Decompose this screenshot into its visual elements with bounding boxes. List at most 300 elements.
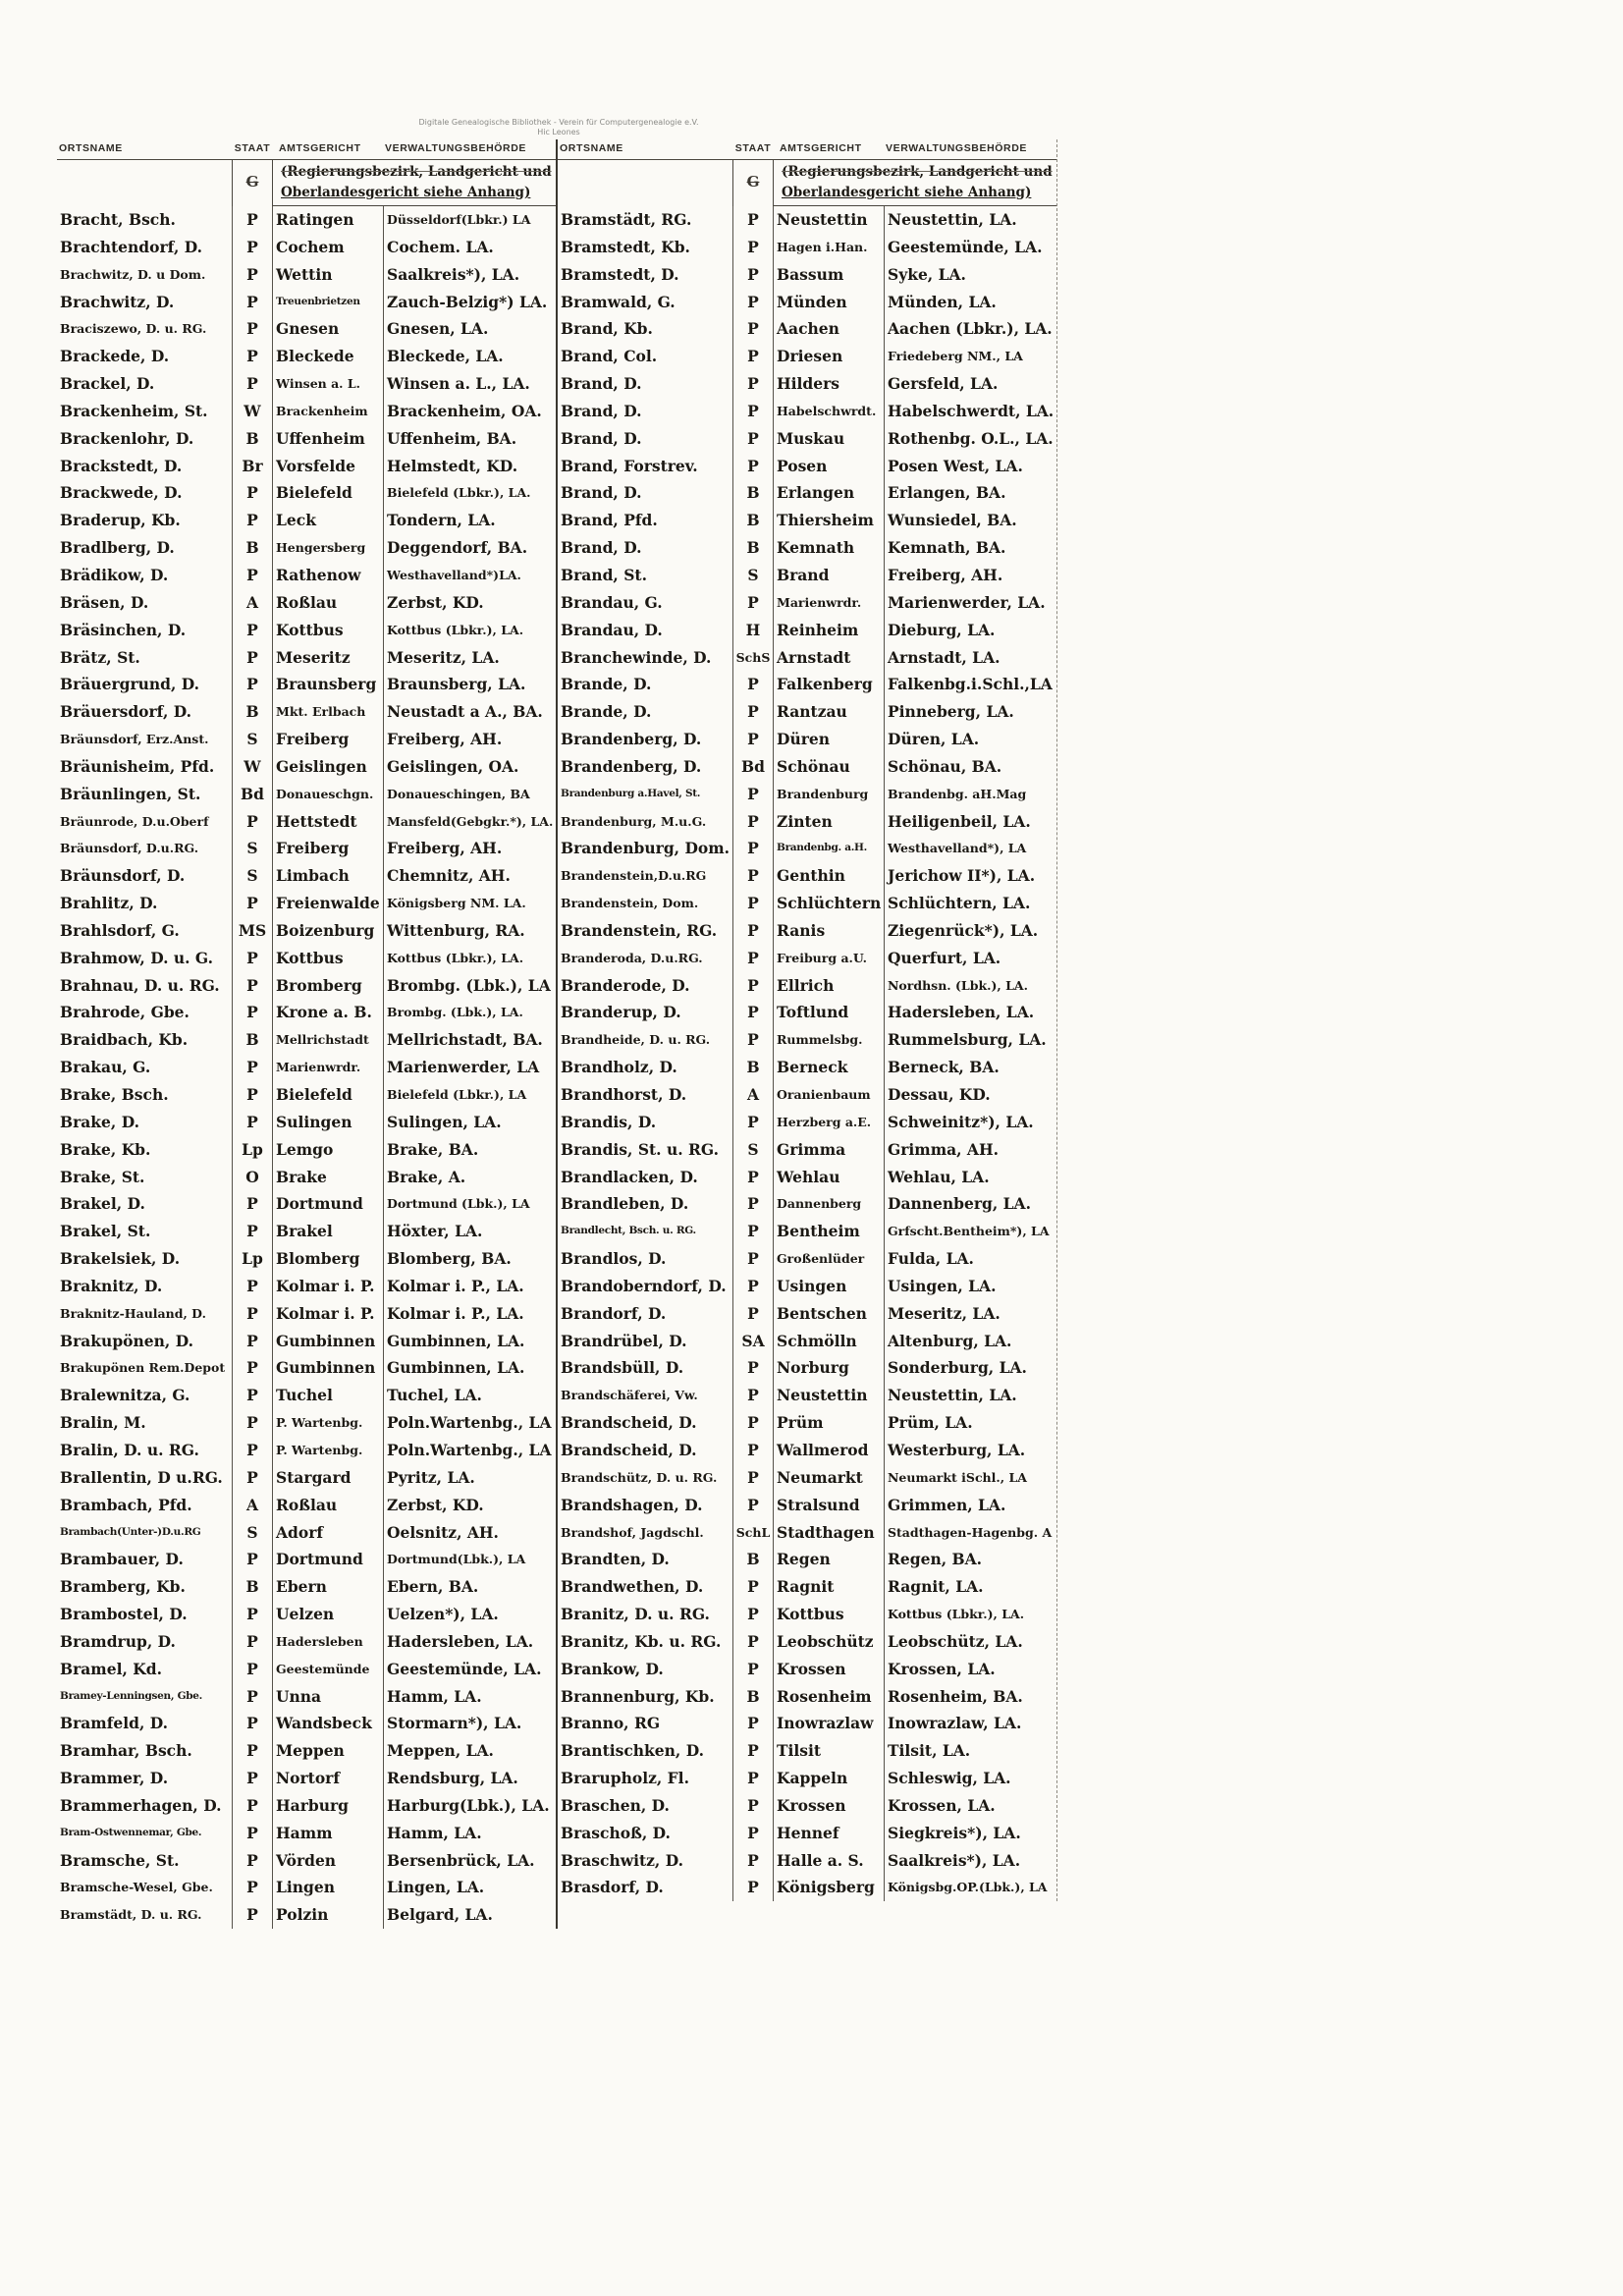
amtsgericht-cell: Schmölln [777, 1331, 857, 1350]
staat-cell: P [232, 1874, 273, 1901]
amtsgericht-cell: Leck [276, 511, 316, 530]
verwaltungsbehoerde-cell: Münden, LA. [884, 289, 1056, 316]
ortsname-cell: Braschen, D. [561, 1795, 670, 1815]
ortsname-cell: Bräunsdorf, Erz.Anst. [60, 732, 209, 747]
ortsname-cell: Bracht, Bsch. [60, 210, 176, 229]
amtsgericht-cell: Kottbus [276, 948, 344, 967]
verwaltungsbehoerde-cell: Zauch-Belzig*) LA. [383, 289, 556, 316]
staat-cell: B [732, 534, 774, 562]
staat-cell: P [732, 698, 774, 726]
amtsgericht-cell: Freiberg [276, 839, 350, 858]
staat-cell: P [232, 289, 273, 316]
ortsname-cell: Brandenburg a.Havel, St. [561, 787, 701, 799]
verwaltungsbehoerde-cell: Berneck, BA. [884, 1054, 1056, 1081]
verwaltungsbehoerde-cell: Poln.Wartenbg., LA [383, 1437, 556, 1464]
verwaltungsbehoerde-cell: Neustadt a A., BA. [383, 698, 556, 726]
amtsgericht-cell: Bleckede [276, 347, 354, 366]
amtsgericht-cell: Rantzau [777, 702, 847, 722]
verwaltungsbehoerde-cell: Sonderburg, LA. [884, 1354, 1056, 1382]
staat-cell: P [732, 890, 774, 917]
staat-cell: P [732, 808, 774, 836]
ortsname-cell: Brandlos, D. [561, 1249, 667, 1269]
ortsname-cell: Bralin, D. u. RG. [60, 1440, 199, 1459]
verwaltungsbehoerde-cell: Hadersleben, LA. [884, 999, 1056, 1026]
staat-cell: P [732, 1737, 774, 1765]
staat-cell: B [732, 1054, 774, 1081]
subheader-spacer [558, 159, 732, 206]
verwaltungsbehoerde-cell: Wittenburg, RA. [383, 917, 556, 945]
verwaltungsbehoerde-cell: Syke, LA. [884, 261, 1056, 289]
verwaltungsbehoerde-cell: Meseritz, LA. [884, 1300, 1056, 1328]
staat-cell: SchL [732, 1519, 774, 1547]
amtsgericht-cell: Habelschwrdt. [777, 403, 877, 418]
verwaltungsbehoerde-cell: Zerbst, KD. [383, 589, 556, 617]
amtsgericht-cell: Kottbus [276, 620, 344, 639]
ortsname-cell: Bram-Ostwennemar, Gbe. [60, 1826, 202, 1838]
ortsname-cell: Braschoß, D. [561, 1823, 671, 1842]
ortsname-cell: Brambauer, D. [60, 1550, 184, 1569]
staat-cell: P [232, 1820, 273, 1847]
staat-cell: P [732, 1765, 774, 1792]
verwaltungsbehoerde-cell: Wehlau, LA. [884, 1164, 1056, 1191]
amtsgericht-cell: Meseritz [276, 647, 351, 667]
staat-cell: P [232, 1328, 273, 1355]
verwaltungsbehoerde-cell: Poln.Wartenbg., LA [383, 1409, 556, 1437]
ortsname-cell: Bramey-Lenningsen, Gbe. [60, 1689, 203, 1702]
ortsname-cell: Bramstädt, RG. [561, 210, 692, 229]
staat-cell: P [232, 890, 273, 917]
watermark-line2: Hic Leones [537, 128, 580, 137]
verwaltungsbehoerde-cell: Stadthagen-Hagenbg. A [884, 1519, 1056, 1547]
verwaltungsbehoerde-cell: Geestemünde, LA. [383, 1656, 556, 1683]
staat-cell: P [232, 972, 273, 1000]
ortsname-cell: Braciszewo, D. u. RG. [60, 321, 207, 337]
amtsgericht-cell: Roßlau [276, 592, 338, 612]
verwaltungsbehoerde-cell: Mansfeld(Gebgkr.*), LA. [383, 808, 556, 836]
column-header-verwaltungsbehoerde: VERWALTUNGSBEHÖRDE [886, 142, 1028, 154]
ortsname-cell: Bramfeld, D. [60, 1714, 169, 1733]
verwaltungsbehoerde-cell: Bleckede, LA. [383, 343, 556, 370]
amtsgericht-cell: Braunsberg [276, 675, 377, 694]
verwaltungsbehoerde-cell: Prüm, LA. [884, 1409, 1056, 1437]
amtsgericht-cell: Oranienbaum [777, 1087, 871, 1102]
amtsgericht-cell: Meppen [276, 1741, 345, 1761]
verwaltungsbehoerde-cell: Belgard, LA. [383, 1901, 556, 1929]
amtsgericht-cell: Krossen [777, 1795, 846, 1815]
staat-cell: P [732, 1409, 774, 1437]
ortsname-cell: Braknitz-Hauland, D. [60, 1305, 206, 1321]
amtsgericht-cell: Cochem [276, 237, 345, 256]
verwaltungsbehoerde-cell: Leobschütz, LA. [884, 1628, 1056, 1656]
verwaltungsbehoerde-cell: Brombg. (Lbk.), LA. [383, 999, 556, 1026]
verwaltungsbehoerde-cell: Chemnitz, AH. [383, 862, 556, 890]
amtsgericht-cell: Gumbinnen [276, 1331, 376, 1350]
verwaltungsbehoerde-cell: Inowrazlaw, LA. [884, 1710, 1056, 1737]
verwaltungsbehoerde-cell: Kottbus (Lbkr.), LA. [383, 617, 556, 644]
amtsgericht-cell: Norburg [777, 1358, 849, 1378]
verwaltungsbehoerde-cell: Hamm, LA. [383, 1820, 556, 1847]
ortsname-cell: Brachwitz, D. u Dom. [60, 266, 206, 282]
staat-cell: P [732, 1273, 774, 1300]
ortsname-cell: Brachwitz, D. [60, 292, 175, 311]
verwaltungsbehoerde-cell: Düren, LA. [884, 726, 1056, 753]
staat-cell: P [732, 398, 774, 425]
amtsgericht-cell: Rosenheim [777, 1686, 872, 1706]
verwaltungsbehoerde-cell: Harburg(Lbk.), LA. [383, 1792, 556, 1820]
verwaltungsbehoerde-cell: Neustettin, LA. [884, 206, 1056, 234]
amtsgericht-cell: Hadersleben [276, 1633, 363, 1649]
verwaltungsbehoerde-cell: Donaueschingen, BA [383, 781, 556, 808]
amtsgericht-cell: Schönau [777, 756, 850, 776]
amtsgericht-cell: Wettin [276, 264, 333, 284]
verwaltungsbehoerde-cell: Jerichow II*), LA. [884, 862, 1056, 890]
amtsgericht-cell: Brake [276, 1167, 327, 1186]
verwaltungsbehoerde-cell: Brandenbg. aH.Mag [884, 781, 1056, 808]
staat-cell: A [232, 1492, 273, 1519]
ortsname-cell: Brakel, St. [60, 1222, 151, 1241]
ortsname-cell: Bräsen, D. [60, 592, 149, 612]
amtsgericht-cell: Geislingen [276, 756, 367, 776]
amtsgericht-cell: Mkt. Erlbach [276, 704, 366, 720]
verwaltungsbehoerde-cell: Regen, BA. [884, 1546, 1056, 1573]
verwaltungsbehoerde-cell: Königsbg.OP.(Lbk.), LA [884, 1874, 1056, 1901]
verwaltungsbehoerde-cell: Krossen, LA. [884, 1792, 1056, 1820]
staat-cell: P [232, 1054, 273, 1081]
verwaltungsbehoerde-cell: Cochem. LA. [383, 234, 556, 261]
verwaltungsbehoerde-cell: Friedeberg NM., LA [884, 343, 1056, 370]
staat-cell: P [232, 1190, 273, 1218]
ortsname-cell: Bradlberg, D. [60, 538, 175, 558]
ortsname-cell: Brand, D. [561, 538, 642, 558]
staat-cell: S [232, 835, 273, 862]
amtsgericht-cell: Unna [276, 1686, 322, 1706]
staat-cell: P [732, 1190, 774, 1218]
staat-cell: B [232, 425, 273, 453]
ortsname-cell: Brand, Pfd. [561, 511, 658, 530]
verwaltungsbehoerde-cell: Saalkreis*), LA. [383, 261, 556, 289]
verwaltungsbehoerde-cell: Kottbus (Lbkr.), LA. [884, 1601, 1056, 1628]
ortsname-cell: Brätz, St. [60, 647, 140, 667]
verwaltungsbehoerde-cell: Dortmund(Lbk.), LA [383, 1546, 556, 1573]
staat-cell: P [732, 289, 774, 316]
verwaltungsbehoerde-cell: Dortmund (Lbk.), LA [383, 1190, 556, 1218]
ortsname-cell: Brake, St. [60, 1167, 145, 1186]
verwaltungsbehoerde-cell: Nordhsn. (Lbk.), LA. [884, 972, 1056, 1000]
amtsgericht-cell: Marienwrdr. [276, 1060, 361, 1075]
staat-cell: P [732, 671, 774, 698]
staat-cell: P [232, 1300, 273, 1328]
subheader-staat-mark: G [732, 159, 774, 206]
staat-cell: P [732, 1382, 774, 1409]
verwaltungsbehoerde-cell: Zerbst, KD. [383, 1492, 556, 1519]
staat-cell: S [732, 1136, 774, 1164]
ortsname-cell: Brande, D. [561, 702, 652, 722]
verwaltungsbehoerde-cell: Königsberg NM. LA. [383, 890, 556, 917]
staat-cell: P [732, 781, 774, 808]
staat-cell: B [232, 1026, 273, 1054]
staat-cell: SA [732, 1328, 774, 1355]
verwaltungsbehoerde-cell: Kolmar i. P., LA. [383, 1273, 556, 1300]
ortsname-cell: Brand, Kb. [561, 319, 653, 339]
ortsname-cell: Braknitz, D. [60, 1276, 163, 1295]
verwaltungsbehoerde-cell: Uffenheim, BA. [383, 425, 556, 453]
staat-cell: P [732, 425, 774, 453]
column-header-staat: STAAT [234, 142, 271, 154]
amtsgericht-cell: Stargard [276, 1467, 352, 1487]
amtsgericht-cell: Regen [777, 1550, 831, 1569]
staat-cell: W [232, 398, 273, 425]
amtsgericht-cell: Brandenbg. a.H. [777, 842, 868, 854]
verwaltungsbehoerde-cell: Gumbinnen, LA. [383, 1354, 556, 1382]
staat-cell: P [232, 1437, 273, 1464]
staat-cell: P [232, 945, 273, 972]
staat-cell: W [232, 753, 273, 781]
staat-cell: P [232, 1847, 273, 1875]
verwaltungsbehoerde-cell: Erlangen, BA. [884, 479, 1056, 507]
staat-cell: P [732, 315, 774, 343]
amtsgericht-cell: Inowrazlaw [777, 1714, 874, 1733]
staat-cell: P [232, 1273, 273, 1300]
amtsgericht-cell: Bielefeld [276, 483, 352, 503]
amtsgericht-cell: Lemgo [276, 1139, 334, 1159]
staat-cell: P [732, 1847, 774, 1875]
amtsgericht-cell: Muskau [777, 428, 845, 448]
verwaltungsbehoerde-cell: Freiberg, AH. [383, 726, 556, 753]
ortsname-cell: Brandenstein, RG. [561, 920, 718, 940]
staat-cell: B [732, 1683, 774, 1711]
amtsgericht-cell: Großenlüder [777, 1251, 865, 1267]
ortsname-cell: Brandleben, D. [561, 1194, 689, 1214]
ortsname-cell: Bramstädt, D. u. RG. [60, 1907, 202, 1923]
verwaltungsbehoerde-cell: Westhavelland*), LA [884, 835, 1056, 862]
staat-cell: P [732, 1492, 774, 1519]
ortsname-cell: Brandshof, Jagdschl. [561, 1524, 704, 1540]
verwaltungsbehoerde-cell: Pyritz, LA. [383, 1464, 556, 1492]
amtsgericht-cell: P. Wartenbg. [276, 1415, 363, 1431]
staat-cell: P [732, 1792, 774, 1820]
subheader-note [273, 159, 556, 206]
ortsname-cell: Brackenlohr, D. [60, 428, 194, 448]
verwaltungsbehoerde-cell: Ebern, BA. [383, 1573, 556, 1601]
staat-cell: P [732, 1218, 774, 1245]
amtsgericht-cell: Freiburg a.U. [777, 950, 868, 965]
staat-cell: P [232, 1382, 273, 1409]
ortsname-cell: Bräunisheim, Pfd. [60, 756, 215, 776]
verwaltungsbehoerde-cell: Brake, A. [383, 1164, 556, 1191]
amtsgericht-cell: Wehlau [777, 1167, 840, 1186]
ortsname-cell: Brandenberg, D. [561, 730, 702, 749]
verwaltungsbehoerde-cell: Dessau, KD. [884, 1081, 1056, 1109]
amtsgericht-cell: Bielefeld [276, 1085, 352, 1104]
ortsname-cell: Brakau, G. [60, 1058, 151, 1077]
ortsname-cell: Bramberg, Kb. [60, 1577, 186, 1597]
ortsname-cell: Branchewinde, D. [561, 647, 712, 667]
amtsgericht-cell: Dortmund [276, 1550, 363, 1569]
staat-cell: B [232, 534, 273, 562]
ortsname-cell: Bräunsdorf, D.u.RG. [60, 841, 199, 856]
ortsname-cell: Bräunsdorf, D. [60, 866, 186, 886]
amtsgericht-cell: Erlangen [777, 483, 855, 503]
amtsgericht-cell: Toftlund [777, 1003, 849, 1022]
verwaltungsbehoerde-cell: Rosenheim, BA. [884, 1683, 1056, 1711]
ortsname-cell: Brand, D. [561, 428, 642, 448]
staat-cell: P [232, 479, 273, 507]
staat-cell: P [232, 1354, 273, 1382]
verwaltungsbehoerde-cell: Düsseldorf(Lbkr.) LA [383, 206, 556, 234]
ortsname-cell: Brahmow, D. u. G. [60, 948, 214, 967]
amtsgericht-cell: Kolmar i. P. [276, 1276, 375, 1295]
verwaltungsbehoerde-cell: Meppen, LA. [383, 1737, 556, 1765]
verwaltungsbehoerde-cell: Winsen a. L., LA. [383, 370, 556, 398]
staat-cell: P [732, 1628, 774, 1656]
ortsname-cell: Brandorf, D. [561, 1303, 667, 1323]
amtsgericht-cell: Berneck [777, 1058, 848, 1077]
amtsgericht-cell: Roßlau [276, 1495, 338, 1514]
verwaltungsbehoerde-cell: Querfurt, LA. [884, 945, 1056, 972]
staat-cell: B [232, 698, 273, 726]
verwaltungsbehoerde-cell: Pinneberg, LA. [884, 698, 1056, 726]
ortsname-cell: Brandenstein, Dom. [561, 896, 699, 911]
staat-cell: O [232, 1164, 273, 1191]
staat-cell: Bd [232, 781, 273, 808]
staat-cell: P [232, 1628, 273, 1656]
amtsgericht-cell: P. Wartenbg. [276, 1442, 363, 1457]
verwaltungsbehoerde-cell: Altenburg, LA. [884, 1328, 1056, 1355]
amtsgericht-cell: Prüm [777, 1413, 824, 1433]
right-table-half [558, 139, 1057, 1901]
verwaltungsbehoerde-cell: Rummelsburg, LA. [884, 1026, 1056, 1054]
ortsname-cell: Bräuersdorf, D. [60, 702, 192, 722]
subheader-note-line2: Oberlandesgericht siehe Anhang) [782, 185, 1032, 200]
verwaltungsbehoerde-cell: Bielefeld (Lbkr.), LA. [383, 479, 556, 507]
staat-cell: P [232, 1656, 273, 1683]
amtsgericht-cell: Neustettin [777, 210, 868, 229]
amtsgericht-cell: Ellrich [777, 975, 835, 995]
staat-cell: Lp [232, 1245, 273, 1273]
amtsgericht-cell: Mellrichstadt [276, 1032, 369, 1048]
verwaltungsbehoerde-cell: Kottbus (Lbkr.), LA. [383, 945, 556, 972]
staat-cell: P [732, 1354, 774, 1382]
ortsname-cell: Bramstedt, D. [561, 264, 679, 284]
staat-cell: P [232, 1901, 273, 1929]
amtsgericht-cell: Halle a. S. [777, 1850, 864, 1870]
verwaltungsbehoerde-cell: Heiligenbeil, LA. [884, 808, 1056, 836]
ortsname-cell: Bräsinchen, D. [60, 620, 187, 639]
staat-cell: P [732, 1601, 774, 1628]
amtsgericht-cell: Blomberg [276, 1249, 360, 1269]
staat-cell: P [732, 1026, 774, 1054]
staat-cell: P [232, 562, 273, 589]
verwaltungsbehoerde-cell: Rothenbg. O.L., LA. [884, 425, 1056, 453]
staat-cell: P [732, 370, 774, 398]
ortsname-cell: Brammer, D. [60, 1769, 169, 1788]
subheader-note-line1: (Regierungsbezirk, Landgericht und [782, 164, 1053, 180]
amtsgericht-cell: Polzin [276, 1905, 329, 1925]
amtsgericht-cell: Königsberg [777, 1878, 875, 1897]
amtsgericht-cell: Hettstedt [276, 811, 357, 831]
staat-cell: P [232, 808, 273, 836]
staat-cell: P [232, 1737, 273, 1765]
amtsgericht-cell: Vörden [276, 1850, 337, 1870]
subheader-note-line1: (Regierungsbezirk, Landgericht und [281, 164, 552, 180]
ortsname-cell: Brackede, D. [60, 347, 170, 366]
amtsgericht-cell: Ratingen [276, 210, 354, 229]
verwaltungsbehoerde-cell: Stormarn*), LA. [383, 1710, 556, 1737]
staat-cell: P [232, 1081, 273, 1109]
ortsname-cell: Brand, D. [561, 483, 642, 503]
staat-cell: P [732, 945, 774, 972]
verwaltungsbehoerde-cell: Gnesen, LA. [383, 315, 556, 343]
amtsgericht-cell: Brandenburg [777, 786, 869, 801]
ortsname-cell: Bräuergrund, D. [60, 675, 200, 694]
verwaltungsbehoerde-cell: Posen West, LA. [884, 453, 1056, 480]
verwaltungsbehoerde-cell: Tondern, LA. [383, 507, 556, 534]
amtsgericht-cell: Geestemünde [276, 1661, 370, 1676]
verwaltungsbehoerde-cell: Uelzen*), LA. [383, 1601, 556, 1628]
ortsname-cell: Brackwede, D. [60, 483, 183, 503]
staat-cell: P [732, 1109, 774, 1136]
verwaltungsbehoerde-cell: Geestemünde, LA. [884, 234, 1056, 261]
column-header-ortsname: ORTSNAME [560, 142, 623, 154]
verwaltungsbehoerde-cell: Geislingen, OA. [383, 753, 556, 781]
staat-cell: P [732, 589, 774, 617]
ortsname-cell: Brake, Kb. [60, 1139, 151, 1159]
verwaltungsbehoerde-cell: Arnstadt, LA. [884, 644, 1056, 672]
staat-cell: P [732, 1245, 774, 1273]
ortsname-cell: Bräunlingen, St. [60, 784, 201, 803]
subheader-note-line2: Oberlandesgericht siehe Anhang) [281, 185, 531, 200]
staat-cell: B [732, 507, 774, 534]
amtsgericht-cell: Schlüchtern [777, 894, 882, 913]
verwaltungsbehoerde-cell: Rendsburg, LA. [383, 1765, 556, 1792]
ortsname-cell: Brake, D. [60, 1112, 139, 1131]
amtsgericht-cell: Düren [777, 730, 831, 749]
amtsgericht-cell: Zinten [777, 811, 833, 831]
ortsname-cell: Brandten, D. [561, 1550, 670, 1569]
ortsname-cell: Brandenstein,D.u.RG [561, 868, 707, 884]
staat-cell: P [732, 234, 774, 261]
verwaltungsbehoerde-cell: Fulda, LA. [884, 1245, 1056, 1273]
ortsname-cell: Brandscheid, D. [561, 1413, 697, 1433]
staat-cell: S [732, 562, 774, 589]
verwaltungsbehoerde-cell: Neumarkt iSchl., LA [884, 1464, 1056, 1492]
verwaltungsbehoerde-cell: Kemnath, BA. [884, 534, 1056, 562]
staat-cell: A [232, 589, 273, 617]
amtsgericht-cell: Stralsund [777, 1495, 860, 1514]
verwaltungsbehoerde-cell: Ziegenrück*), LA. [884, 917, 1056, 945]
amtsgericht-cell: Arnstadt [777, 647, 851, 667]
staat-cell: P [232, 671, 273, 698]
amtsgericht-cell: Ranis [777, 920, 826, 940]
amtsgericht-cell: Rathenow [276, 565, 361, 584]
ortsname-cell: Brandwethen, D. [561, 1577, 704, 1597]
verwaltungsbehoerde-cell: Grimmen, LA. [884, 1492, 1056, 1519]
amtsgericht-cell: Gnesen [276, 319, 340, 339]
verwaltungsbehoerde-cell: Dannenberg, LA. [884, 1190, 1056, 1218]
staat-cell: Lp [232, 1136, 273, 1164]
ortsname-cell: Braidbach, Kb. [60, 1030, 189, 1050]
ortsname-cell: Brandoberndorf, D. [561, 1276, 727, 1295]
verwaltungsbehoerde-cell: Bersenbrück, LA. [383, 1847, 556, 1875]
amtsgericht-cell: Bentschen [777, 1303, 867, 1323]
ortsname-cell: Brädikow, D. [60, 565, 169, 584]
ortsname-cell: Brandschütz, D. u. RG. [561, 1469, 718, 1485]
amtsgericht-cell: Hamm [276, 1823, 333, 1842]
amtsgericht-cell: Kottbus [777, 1605, 844, 1624]
verwaltungsbehoerde-cell: Meseritz, LA. [383, 644, 556, 672]
verwaltungsbehoerde-cell: Marienwerder, LA. [884, 589, 1056, 617]
staat-cell: P [732, 917, 774, 945]
